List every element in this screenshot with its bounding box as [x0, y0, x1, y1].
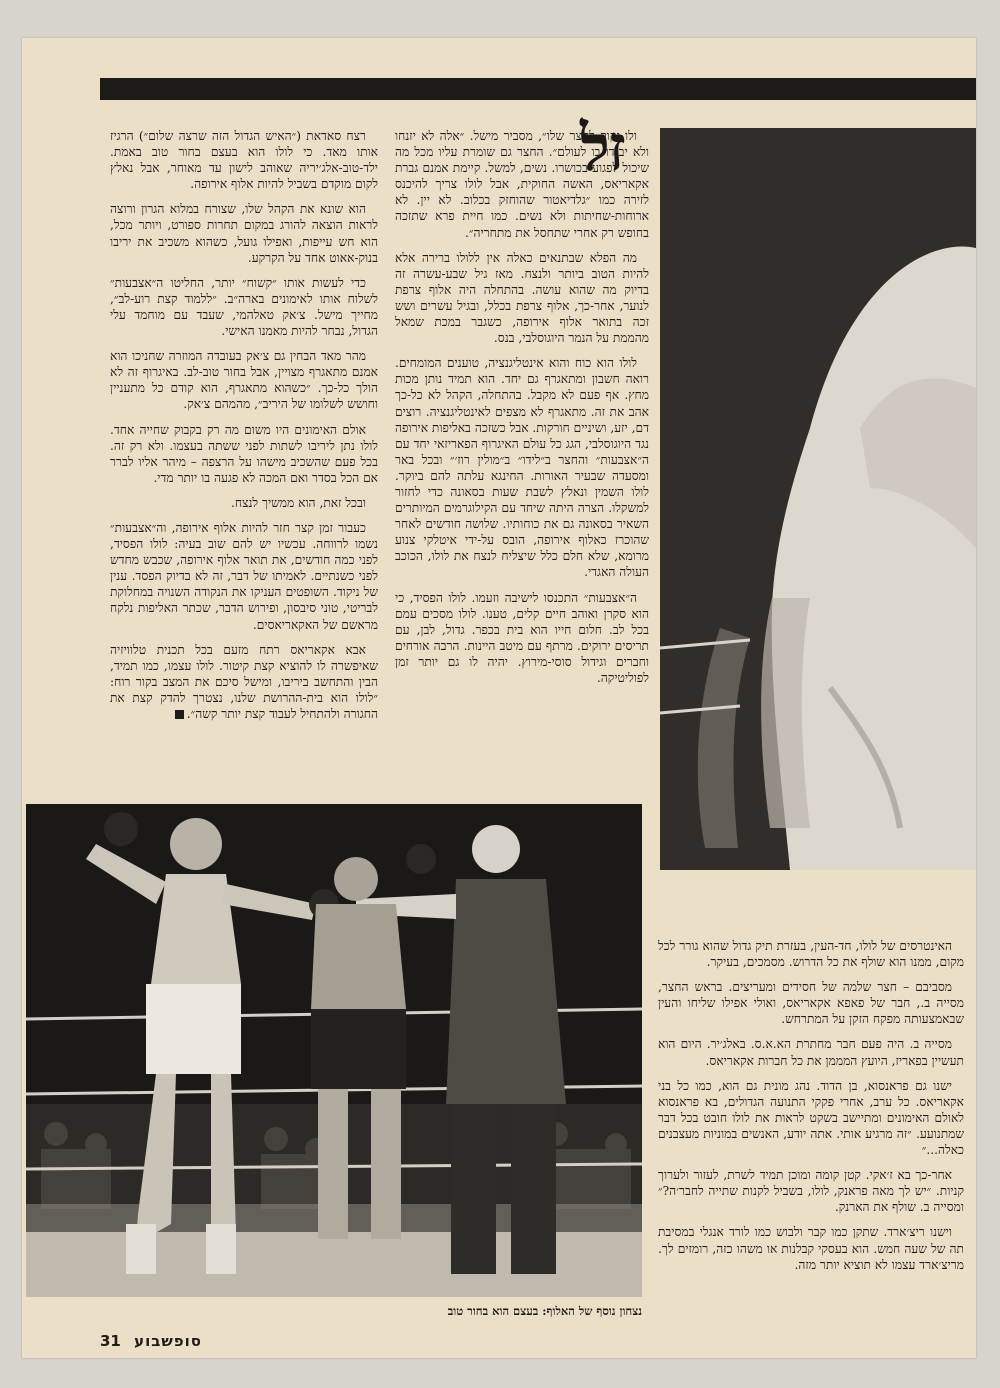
photo-caption: נצחון נוסף של האלוף: בעצם הוא בחור טוב [447, 1304, 642, 1318]
paragraph: ובכל זאת, הוא ממשיך לנצח. [230, 495, 366, 510]
photo-boxing-ring [26, 804, 642, 1297]
paragraph: הוא שונא את הקהל שלו, שצורח במלוא הגרון ורוצה לראות הוצאה להורג במקום תחרות ספורט, ויותר מכל, הוא חש עייפות, ואפילו גועל, כשהוא משכיב את יריבו בנוק-אאוט אחד על הקרקע. [110, 202, 378, 265]
article-column-left [110, 128, 378, 731]
paragraph: וישנו ריצ׳ארד. שתקן כמו קבר ולבוש כמו לורד אנגלי במסיבת תה של שעה חמש. הוא בעסקי קבלנות או משהו כזה, רומזים לך. מריצ׳ארד עצמו לא תוציא יותר מזה. [658, 1225, 964, 1272]
paragraph: ישנו גם פראנסוא, בן הדוד. נהג מונית גם הוא, כמו כל בני אקאריאס. כל ערב, אחרי פקקי התנועה הגדולים, בא פראנסוא לאולם האימונים ומתיישב בשקט לראות את לולו חובט בכל דבר שמתנועע. ״זה מרגיע אותי. אתה יודע, האנשים במוניות מעצבנים כאלה...״ [658, 1078, 964, 1158]
paragraph: אולם האימונים היו משום מה רק בקבוק שחייה אחד. לולו נתן ליריבו לשתות לפני ששתה בעצמו. ולא רק זה. בכל פעם שהשכיב מישהו על הרצפה – מיהר אליו לברר אם הכל בסדר ואם המכה לא פגעה בו יותר מדי. [110, 422, 378, 485]
page-number: 31 [100, 1332, 121, 1350]
paragraph: מסייה ב. היה פעם חבר מחתרת הא.א.ס. באלג׳יר. היום הוא תעשיין בפאריז, היועץ המממן את כל חברות אקאריאס. [658, 1037, 964, 1068]
paragraph: מה הפלא שבתנאים כאלה אין ללולו ברירה אלא להיות הטוב ביותר ולנצח. מאז גיל שבע-עשרה זה בדיוק מה שהוא עושה. בהתחלה היה אלוף צרפת לנוער, אחר-כך, אלוף צרפת בכלל, ובגיל עשרים ושש זכה בתואר אלוף אירופה, כשגבר במכת שמאל מהממת על הנמר היוגוסלבי, בנס. [395, 250, 649, 346]
paragraph: ולו זקוק לחצר שלו״, מסביר מישל. ״אלה לא יזנחו ולא יבגדו בו לעולם״. החצר גם שומרת עליו מכל מה שיכול לפגוע בכושרו. נשים, למשל. קיימת אמנם גברת אקאריאס, האשה החוקית, אבל לולו צריך להיכנס לזירה כמו ״גלדיאטור שהוחזק בכלוב. לא יין. לא ארוחות-שחיתות ולא נשים. כמו חיית פרא שתזכה בחופש רק אחרי שתחסל את מתחריה״. [395, 129, 649, 240]
photo-boxer-closeup [660, 128, 976, 870]
magazine-name: סופשבוע [134, 1332, 202, 1350]
paragraph: כדי לעשות אותו ״קשוח״ יותר, החליטו ה״אצבעות״ לשלוח אותו לאימונים בארה״ב. ״ללמוד קצת רוע-לב״, מחייך מישל. צ׳אק טאלהמי, שעבד עם מוחמד עלי הגדול, נבחר להיות מאמנו האישי. [110, 275, 378, 339]
paragraph: כעבור זמן קצר חזר להיות אלוף אירופה, וה״אצבעות״ נשמו לרווחה. עכשיו יש להם שוב בעיה: לולו הפסיד, לפני כמה חודשים, את תואר אלוף אירופה, שכבש מחדש לפני כשנתיים. לאמיתו של דבר, זה לא בדיוק הפסד. ענין של ניקוד. השופטים העניקו את הנקודה השנויה במחלוקת לבריטי, טוני סיבסון, ופירוש הדבר, שכתר האליפות נלקח מראשם של האקאריאסים. [110, 520, 378, 632]
paragraph: ה״אצבעות״ התכנסו לישיבה וזעמו. לולו הפסיד, כי הוא סקרן ואוהב חיים קלים, טענו. לולו מסכים עמם בכל לב. חלום חייו הוא בית בכפר. גדול, לבן, עם תריסים ירוקים. מרתף עם מיטב היינות. הרבה אורחים וחברים וגידול סוסי-מירוץ. יהיה לו גם יותר זמן לפוליטיקה. [395, 590, 649, 685]
paragraph: רצח סאדאת (״האיש הגדול הזה שרצה שלום״) הרגיז אותו מאד. כי לולו הוא בעצם בחור טוב באמת. ילד-טוב-אלג׳יריה שאוהב לישון עד מאוחר, אבל נאלץ לקום מוקדם בשביל להיות אלוף אירופה. [110, 129, 378, 192]
article-column-bottom [658, 938, 964, 1282]
page-footer [100, 1332, 202, 1350]
header-rule [100, 78, 976, 100]
paragraph: מסביבם – חצר שלמה של חסידים ומעריצים. בראש החצר, מסייה ב., חבר של פאפא אקאריאס, ואולי אפילו שליחו והעין שבאמצעותה מפקח הזקן על המתרחש. [658, 980, 964, 1027]
section-logo: זל [580, 111, 624, 186]
article-column-right [395, 128, 649, 695]
paragraph: מהר מאד הבחין גם צ׳אק בעובדה המוזרה שחניכו הוא אמנם מתאגרף מצויין, אבל בחור טוב-לב. באיגרוף זה לא הולך כל-כך. ״כשהוא מתאגרף, הוא קודם כל מתעניין וחושש לשלומו של היריב״, מהמהם צ׳אק. [110, 349, 378, 412]
end-mark-icon [175, 710, 184, 719]
paragraph: האינטרסים של לולו, חד-העין, בעזרת תיק גדול שהוא גורר לכל מקום, ממנו הוא שולף את כל הדרוש. מסמכים, בעיקר. [658, 939, 964, 970]
paragraph: אחר-כך בא ז׳אקי. קטן קומה ומוכן תמיד לשרת, לעזור ולערוך קניות. ״יש לך מאה פראנק, לולו, בשביל לקנות שתייה לחבר׳ה?״ ומסייה ב. שולף את הארנק. [658, 1168, 964, 1215]
paragraph: לולו הוא כוח והוא אינטליגנציה, טוענים המומחים. רואה חשבון ומתאגרף גם יחד. הוא תמיד נותן מכות מחץ. אף פעם לא מקבל. בהתחלה, הקהל לא כל-כך אהב את זה. מתאגרף לא מצפים לאינטליגנציה. רוצים דם, יזע, ושיניים חורקות. אבל כשזכה באליפות אירופה נגד היוגוסלבי, הגג כל עולם האיגרוף הפאריזאי יחד עם ה״אצבעות״ והחצר ב״לידו״ ב״מולין רוז׳״ ובכל באר ומסעדה שבעיר האורות. החינגא עלתה להם ביוקר. לולו השמין ונאלץ לשבת שעות בסאונה כדי לחזור למשקלו. הצרה היתה שיחד עם הקילוגרמים המיותרים השאיר בסאונה גם את כוחותיו. שלושה חודשים לאחר שהוכרז כאלוף אירופה, הובס על-ידי איטלקי צנוע מרומא, שלא חלם כלל שיצליח לנצח את לולו, הכוכב העולה האגדי. [395, 356, 649, 580]
paragraph: אבא אקאריאס רתח מזעם בכל תכנית טלוויזיה שאיפשרה לו להוציא קצת קיטור. לולו עצמו, כמו תמיד, הבין והתחשב ביריבו, ומישל סיכם את המצב בקור רוח: ״לולו הוא בית-ההרושת שלנו, נצטרך להדק קצת את החגורה ולהתחיל לעבוד קצת יותר קשה״. [110, 642, 378, 721]
